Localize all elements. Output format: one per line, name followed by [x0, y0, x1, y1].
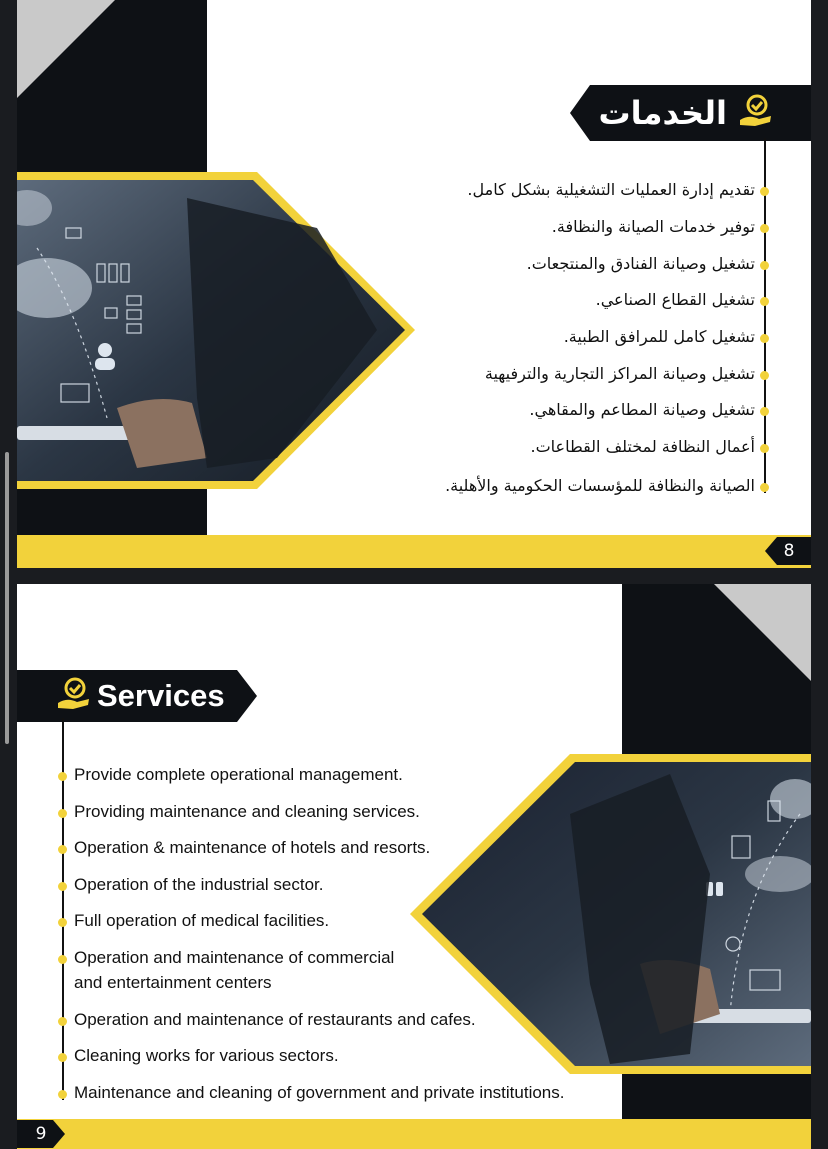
service-item: Provide complete operational management.: [74, 765, 403, 784]
bullet: [58, 955, 67, 964]
service-item: Providing maintenance and cleaning services.: [74, 802, 420, 821]
bullet: [58, 1053, 67, 1062]
service-item: تشغيل وصيانة المطاعم والمقاهي.: [529, 400, 755, 419]
bullet: [760, 371, 769, 380]
bullet: [58, 882, 67, 891]
service-item: Operation and maintenance of restaurants and cafes.: [74, 1010, 476, 1029]
footer-bar: [17, 1119, 811, 1149]
service-item-continued: and entertainment centers: [74, 973, 272, 992]
bullet: [58, 772, 67, 781]
service-item: الصيانة والنظافة للمؤسسات الحكومية والأهلية.: [445, 476, 755, 495]
bullet: [760, 297, 769, 306]
service-item: تشغيل القطاع الصناعي.: [595, 290, 755, 309]
service-item: Operation & maintenance of hotels and resorts.: [74, 838, 431, 857]
service-item: تشغيل وصيانة المراكز التجارية والترفيهية: [484, 364, 755, 383]
service-item: تشغيل كامل للمرافق الطبية.: [563, 327, 755, 346]
slide-title: Services: [97, 678, 225, 713]
bullet: [760, 483, 769, 492]
bullet: [58, 918, 67, 927]
service-item: Full operation of medical facilities.: [74, 911, 330, 930]
service-item: تقديم إدارة العمليات التشغيلية بشكل كامل.: [467, 180, 755, 199]
slide-title: الخدمات: [598, 94, 727, 132]
service-hand-badge-icon: [737, 92, 775, 134]
service-item: أعمال النظافة لمختلف القطاعات.: [530, 437, 755, 456]
bullet: [760, 407, 769, 416]
page-number: 9: [35, 1124, 47, 1144]
footer-bar: [17, 535, 811, 568]
service-item: Operation of the industrial sector.: [74, 875, 324, 894]
service-item: Cleaning works for various sectors.: [74, 1046, 339, 1065]
bullet: [760, 187, 769, 196]
header: [570, 85, 811, 141]
bullet: [760, 334, 769, 343]
page-number: 8: [783, 541, 795, 561]
scrollbar[interactable]: [5, 452, 9, 744]
bullet: [760, 444, 769, 453]
service-item: توفير خدمات الصيانة والنظافة.: [551, 217, 755, 236]
bullet: [760, 261, 769, 270]
service-item: تشغيل وصيانة الفنادق والمنتجعات.: [526, 254, 755, 273]
bullet: [58, 1017, 67, 1026]
bullet: [58, 1090, 67, 1099]
service-item: Maintenance and cleaning of government and private institutions.: [74, 1083, 565, 1102]
corner-triangle: [17, 0, 115, 98]
corner-triangle: [714, 584, 811, 681]
slide-page-8: [17, 0, 811, 568]
header: [55, 670, 225, 722]
bullet: [760, 224, 769, 233]
bullet: [58, 809, 67, 818]
bullet: [58, 845, 67, 854]
service-hand-badge-icon: [55, 675, 93, 717]
tech-photo: [17, 168, 419, 493]
service-item: Operation and maintenance of commercial: [74, 948, 395, 967]
slide-page-9: [17, 584, 811, 1149]
